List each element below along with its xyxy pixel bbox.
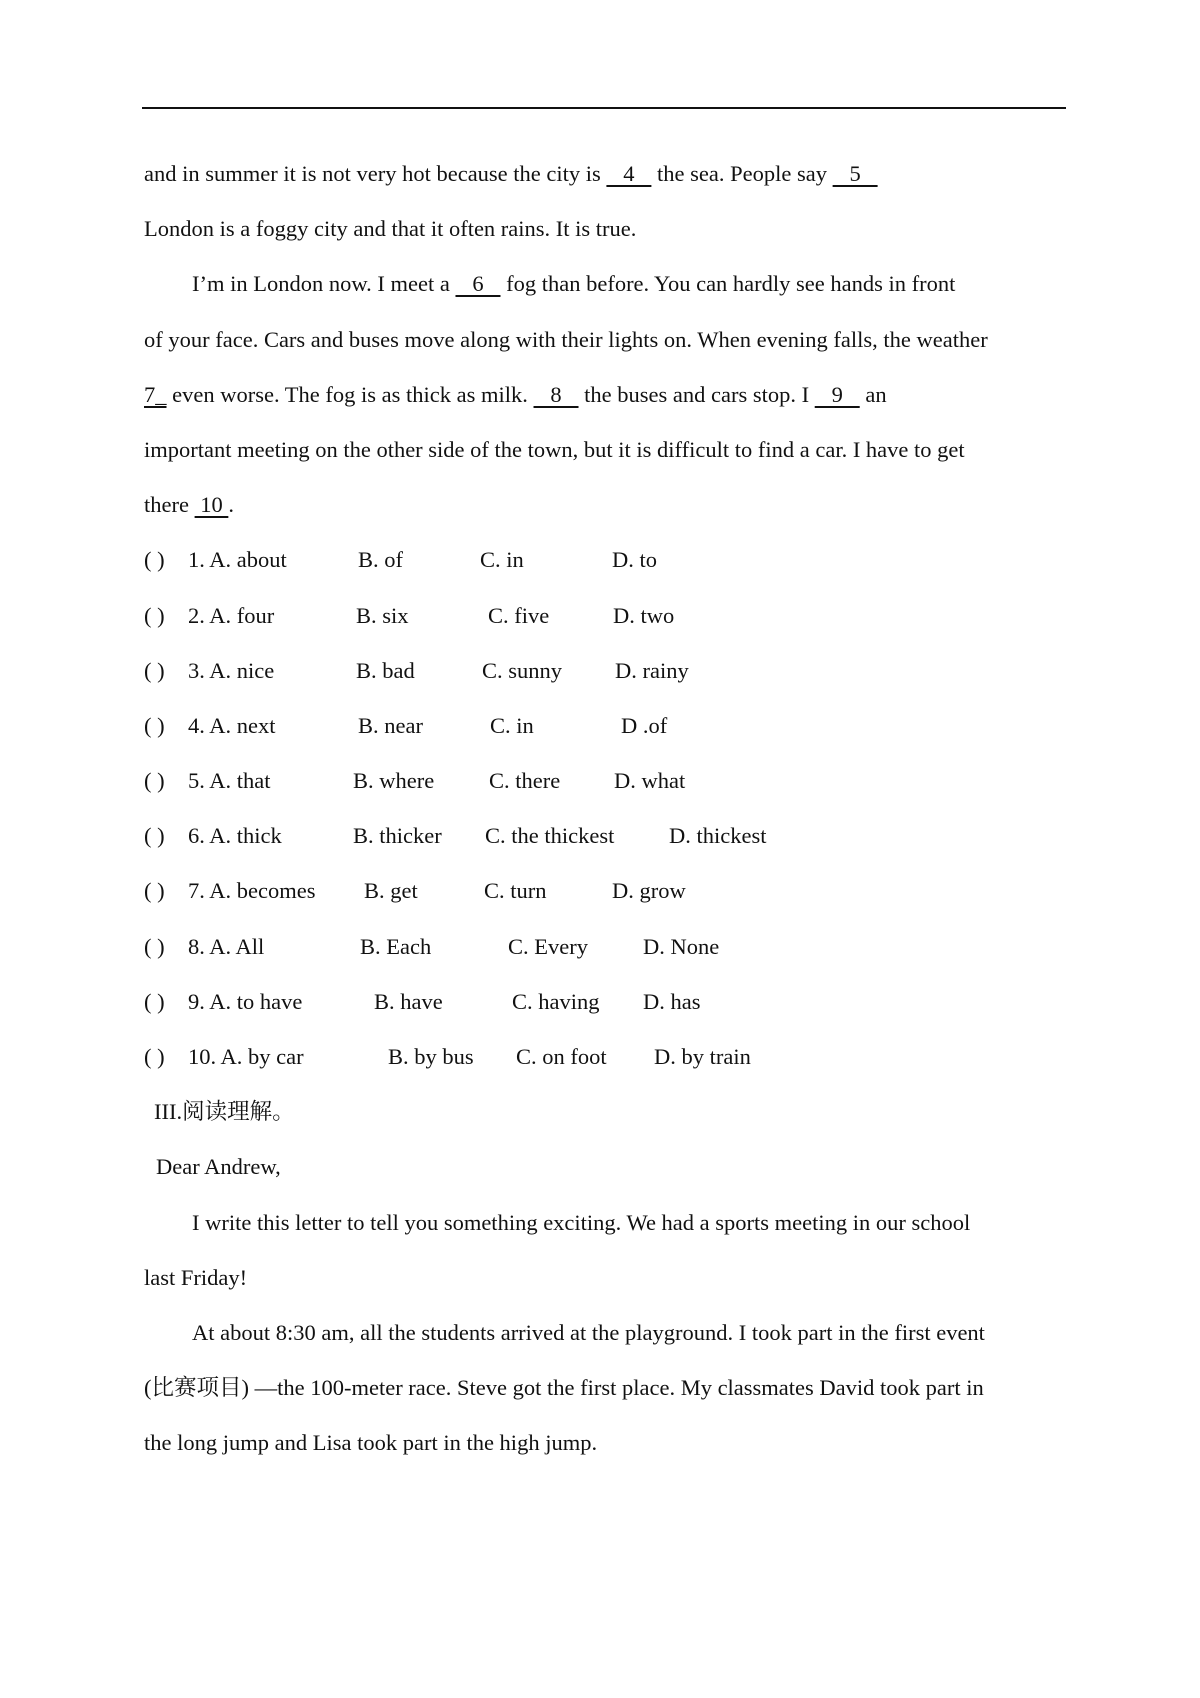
letter-line: (比赛项目) —the 100-meter race. Steve got the first place. My classmates David took part in — [144, 1375, 984, 1401]
answer-bracket: ( ) — [144, 547, 165, 573]
option-a: 5. A. that — [188, 768, 271, 794]
option-c: C. in — [490, 712, 534, 738]
passage-line-6: important meeting on the other side of the town, but it is difficult to find a car. I have to get — [144, 436, 965, 462]
passage-line-1 — [144, 146, 1064, 201]
option-c: C. the thickest — [485, 823, 615, 849]
answer-bracket: ( ) — [144, 768, 165, 794]
question-row — [144, 532, 1064, 587]
passage-line-7 — [144, 477, 1064, 532]
option-d: D. to — [612, 547, 657, 573]
option-c: C. sunny — [482, 657, 563, 683]
blank-9: 9 — [814, 381, 860, 407]
option-b: B. by bus — [388, 1044, 474, 1069]
answer-bracket: ( ) — [144, 878, 165, 904]
section-heading: III.阅读理解。 — [154, 1099, 295, 1125]
question-row — [144, 698, 1064, 753]
passage-text: there — [144, 492, 195, 518]
option-c: C. in — [480, 547, 524, 573]
option-a: 7. A. becomes — [188, 878, 316, 904]
question-row — [144, 863, 1064, 918]
option-d: D. what — [614, 768, 686, 794]
option-d: D. thickest — [669, 823, 767, 849]
option-c: C. having — [512, 988, 600, 1014]
passage-text: . — [228, 492, 234, 518]
blank-4: 4 — [606, 161, 652, 186]
option-b: B. thicker — [353, 823, 442, 849]
option-a: 3. A. nice — [188, 657, 275, 683]
document-page — [144, 146, 1064, 1471]
letter-line: I write this letter to tell you something exciting. We had a sports meeting in our school — [192, 1209, 971, 1235]
option-d: D. None — [643, 933, 720, 959]
option-d: D. grow — [612, 878, 686, 904]
option-a: 10. A. by car — [188, 1044, 304, 1069]
passage-text: the sea. People say — [651, 161, 833, 186]
letter-line: last Friday! — [144, 1264, 248, 1290]
answer-bracket: ( ) — [144, 823, 165, 849]
option-b: B. six — [356, 602, 409, 628]
option-d: D .of — [621, 712, 668, 738]
option-a: 8. A. All — [188, 933, 265, 959]
option-d: D. two — [613, 602, 675, 628]
passage-text: I’m in London now. I meet a — [192, 271, 456, 297]
option-b: B. get — [364, 878, 418, 904]
answer-bracket: ( ) — [144, 657, 165, 683]
passage-line-2: London is a foggy city and that it often rains. It is true. — [144, 216, 637, 242]
option-c: C. Every — [508, 933, 588, 959]
passage-line-5 — [144, 367, 1064, 422]
question-row — [144, 643, 1064, 698]
option-a: 1. A. about — [188, 547, 287, 573]
passage-text: an — [859, 381, 887, 407]
passage-text: even worse. The fog is as thick as milk. — [166, 381, 534, 407]
header-rule — [142, 107, 1066, 109]
option-c: C. turn — [484, 878, 547, 904]
option-b: B. of — [358, 547, 403, 573]
option-b: B. Each — [360, 933, 432, 959]
option-d: D. rainy — [615, 657, 689, 683]
option-a: 9. A. to have — [188, 988, 303, 1014]
option-a: 6. A. thick — [188, 823, 282, 849]
option-a: 2. A. four — [188, 602, 275, 628]
option-b: B. near — [358, 712, 423, 738]
passage-text: the buses and cars stop. I — [578, 381, 815, 407]
letter-line: At about 8:30 am, all the students arrived at the playground. I took part in the first event — [192, 1319, 985, 1345]
option-c: C. there — [489, 768, 561, 794]
passage-line-4: of your face. Cars and buses move along with their lights on. When evening falls, the weather — [144, 326, 988, 352]
letter-greeting: Dear Andrew, — [156, 1154, 281, 1180]
option-b: B. have — [374, 988, 443, 1014]
question-row — [144, 919, 1064, 974]
answer-bracket: ( ) — [144, 1044, 165, 1069]
option-c: C. on foot — [516, 1044, 607, 1069]
option-b: B. where — [353, 768, 435, 794]
passage-text: and in summer it is not very hot because the city is — [144, 161, 607, 186]
answer-bracket: ( ) — [144, 988, 165, 1014]
blank-8: 8 — [533, 381, 579, 407]
question-row — [144, 753, 1064, 808]
blank-7: 7_ — [144, 381, 167, 407]
option-b: B. bad — [356, 657, 415, 683]
question-row — [144, 1029, 1064, 1084]
passage-text: fog than before. You can hardly see hands in front — [500, 271, 956, 297]
passage-line-3 — [144, 256, 1064, 311]
option-d: D. has — [643, 988, 701, 1014]
blank-5: 5 — [832, 161, 878, 186]
answer-bracket: ( ) — [144, 933, 165, 959]
question-row — [144, 588, 1064, 643]
question-row — [144, 808, 1064, 863]
answer-bracket: ( ) — [144, 602, 165, 628]
blank-10: 10 — [194, 492, 229, 518]
option-d: D. by train — [654, 1044, 751, 1069]
option-c: C. five — [488, 602, 550, 628]
option-a: 4. A. next — [188, 712, 276, 738]
blank-6: 6 — [455, 271, 501, 297]
question-row — [144, 974, 1064, 1029]
answer-bracket: ( ) — [144, 712, 165, 738]
letter-line: the long jump and Lisa took part in the high jump. — [144, 1430, 598, 1456]
